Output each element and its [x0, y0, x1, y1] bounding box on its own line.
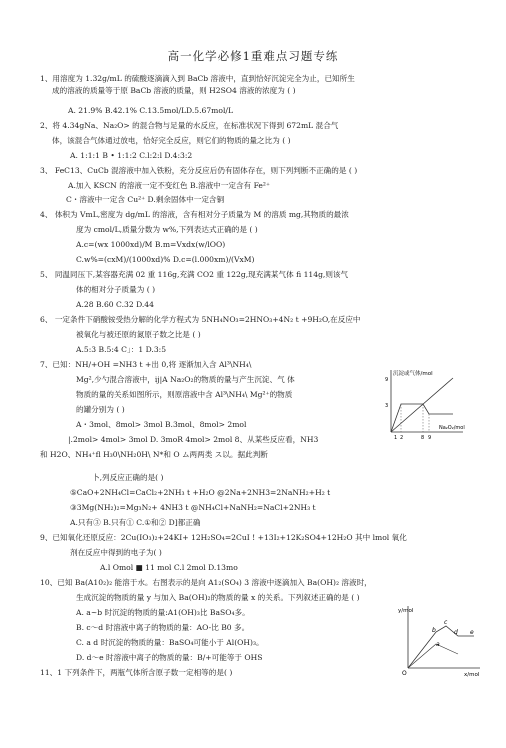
- q3-line-1: 3、 FeC13、CuCb 混溶液中加入铁粉，充分反应后仍有固体存在，则下列判断不正确的是 ( ): [40, 166, 358, 175]
- q10-option-a: A. a~b 时沉淀的物质的量:A1(OH)₃比 BaSO₄多。: [76, 608, 250, 617]
- q10-x-label: x/mol: [464, 672, 480, 678]
- page-title: 高一化学必修1重难点习题专练: [167, 49, 339, 63]
- q4-line-1: 4、 体积为 VmL,密度为 dg/mL 的溶液，含有相对分子质量为 M 的溶质 mg,其物质的最浓: [40, 210, 349, 219]
- q6-line-2: 被氧化与被还原的氮原子数之比是 ( ): [76, 330, 201, 339]
- q10-y-label: y/mol: [398, 608, 414, 614]
- q10-point-e: e: [470, 629, 474, 636]
- q6-line-1: 6、 一定条件下硝酸铵受热分解的化学方程式为 5NH₄NO₃=2HNO₃+4N₂ t +9H₂O,在反应中: [40, 315, 361, 324]
- q5-options: A.28 B.60 C.32 D.44: [76, 300, 154, 309]
- q3-options-cd: C・溶液中一定含 Cu²⁺ D.剩余固体中一定含铜: [66, 195, 225, 204]
- q8-line-2: 卜,列反应正确的是( ): [92, 473, 164, 482]
- q9-options: A.l Omol ■ 11 mol C.l 2mol D.13mo: [100, 563, 238, 572]
- q10-curve-2: [408, 644, 458, 668]
- q4-line-2: 度为 cmol/L,质量分数为 w%,下列表达式正确的是 ( ): [76, 225, 258, 234]
- q10-origin: O: [402, 670, 407, 677]
- q8-reaction-1: ⑤CaO+2NH₄Cl=CaCl₂+2NH₃ t +H₂O @2Na+2NH3=2NaNH₂+H₂ t: [70, 488, 331, 497]
- q10-option-c: C. a d 时沉淀的物质的量：BaSO₄可能小于 Al(OH)₃。: [76, 638, 264, 647]
- q7-graph: [383, 368, 465, 442]
- q10-line-1: 10、已知 Ba(A10₂)₂ 能溶于水。右图表示的是向 A1₂(SO₄) 3 溶液中逐滴加入 Ba(OH)₂ 溶液时，: [40, 578, 372, 587]
- q3-options-ab: A.加入 KSCN 的溶液一定不变红色 B.溶液中一定含有 Fe²⁺: [68, 181, 270, 190]
- q7-line-2: Mg²,少勺混合溶液中，ij|A Na₂O₂的物质的量与产生沉淀、气 体: [76, 375, 295, 384]
- q10-option-b: B. c～d 时溶液中离子的物质的量：AO-比 B0 多。: [76, 623, 250, 632]
- q5-line-2: 体的相对分子质量为 ( ): [76, 285, 156, 294]
- q4-options-cd: C.w%=(cxM)/(1000xd)% D.c=(l.000xm)/(VxM): [76, 255, 255, 264]
- q5-line-1: 5、 同温同压下,某容器充满 02 重 116g,充满 CO2 重 122g,现充满某气体 fi 114g,则该气: [40, 270, 349, 279]
- q2-line-2: 体，该混合气体通过放电，恰好完全反应，则它们的物质的量之比为 ( ): [52, 136, 291, 145]
- q7-options-ab: A・3mol、8mol> 3mol B.3mol、8mol> 2mol: [76, 420, 247, 429]
- q10-line-2: 生成沉淀的物质的量 y 与加入 Ba(OH)₂的物质的量 x 的关系。下列叙述正确的是 ( ): [76, 593, 360, 602]
- q9-line-2: 剂在反应中得到的电子为( ): [70, 548, 162, 557]
- q7-y-label: 沉淀或气体/mol: [393, 371, 433, 377]
- q10-graph: [396, 602, 486, 678]
- q10-point-a: a: [436, 641, 440, 648]
- q7-x-tick-9: 9: [428, 435, 432, 441]
- q10-option-d: D. d～e 时溶液中离子的物质的量：B/+可能等于 OHS: [76, 653, 263, 662]
- q1-line-2: 成的溶液的质量等于原 BaCb 溶液的质量，则 H2SO4 溶液的浓度为 ( ): [52, 86, 296, 95]
- q2-line-1: 2、将 4.34gNa、Na₂O> 的混合物与足量的水反应，在标准状况下得到 672mL 混合气: [40, 121, 339, 130]
- q7-x-tick-8: 8: [421, 435, 425, 441]
- q7-options-cd: |.2mol> 4mol> 3mol D. 3moR 4mol> 2mol 8、从某些反应看，NH3: [68, 435, 319, 444]
- q10-curve: [408, 626, 474, 668]
- q10-point-b: b: [432, 627, 436, 634]
- q7-y-tick-9: 9: [385, 377, 389, 383]
- q7-y-tick-3: 3: [385, 403, 389, 409]
- q8-options: A.只有③ B.只有① C.①和② D]都正确: [70, 518, 201, 527]
- q7-x-label: Na₂O₂/mol: [439, 425, 465, 431]
- q7-line-1: 7、已知：NH/+OH =NH3 t +出 0,将 逐渐加入含 Al³\NH₄\: [40, 360, 252, 369]
- q9-line-1: 9、已知氧化还原反应：2Cu(IO₃)₂+24KI+ 12H₂SO₄=2CuI ! +13I₂+12K₂SO4+12H₂O 其中 lmol 氧化: [40, 533, 407, 542]
- q1-line-1: 1、用溶度为 1.32g/mL 的硫酸逐滴滴入到 BaCb 溶液中，直到恰好沉淀完全为止，已知所生: [40, 74, 355, 83]
- q8-reaction-2: ③3Mg(NH₂)₂=Mg₃N₂+ 4NH3 t @NH₄Cl+NaNH₂=NaCl+2NH₃ t: [70, 503, 316, 512]
- q7-x-tick-2: 2: [400, 435, 404, 441]
- q10-point-d: d: [454, 629, 458, 636]
- q7-line-4: 的罐分别为 ( ): [76, 405, 125, 414]
- q1-options: A. 21.9% B.42.1% C.13.5mol/LD.5.67mol/L: [68, 106, 233, 115]
- q10-point-c: c: [444, 619, 448, 626]
- q4-options-ab: A.c=(wx 1000xd)/M B.m=Vxdx(w/lOO): [76, 240, 226, 249]
- q6-options: A.5:3 B.5:4 C」：1 D.3:5: [76, 345, 167, 354]
- q8-line-1: 和 H2O、NH₄⁺fl H₃0\NH₂0H\ N*和 O ム两两类 ス以。据此判断: [40, 450, 268, 459]
- q2-options: A. 1:1:1 B • 1:1:2 C.l:2:l D.4:3:2: [70, 151, 193, 160]
- q11-line-1: 11、1 下列条件下，两瓶气体所含原子数一定相等的是( ): [40, 668, 233, 677]
- q7-line-3: 物质的量的关系如图所示，则原溶液中含 Al³\NH₄\ Mg²⁺的物质: [76, 390, 293, 399]
- q7-x-tick-1: 1: [394, 435, 398, 441]
